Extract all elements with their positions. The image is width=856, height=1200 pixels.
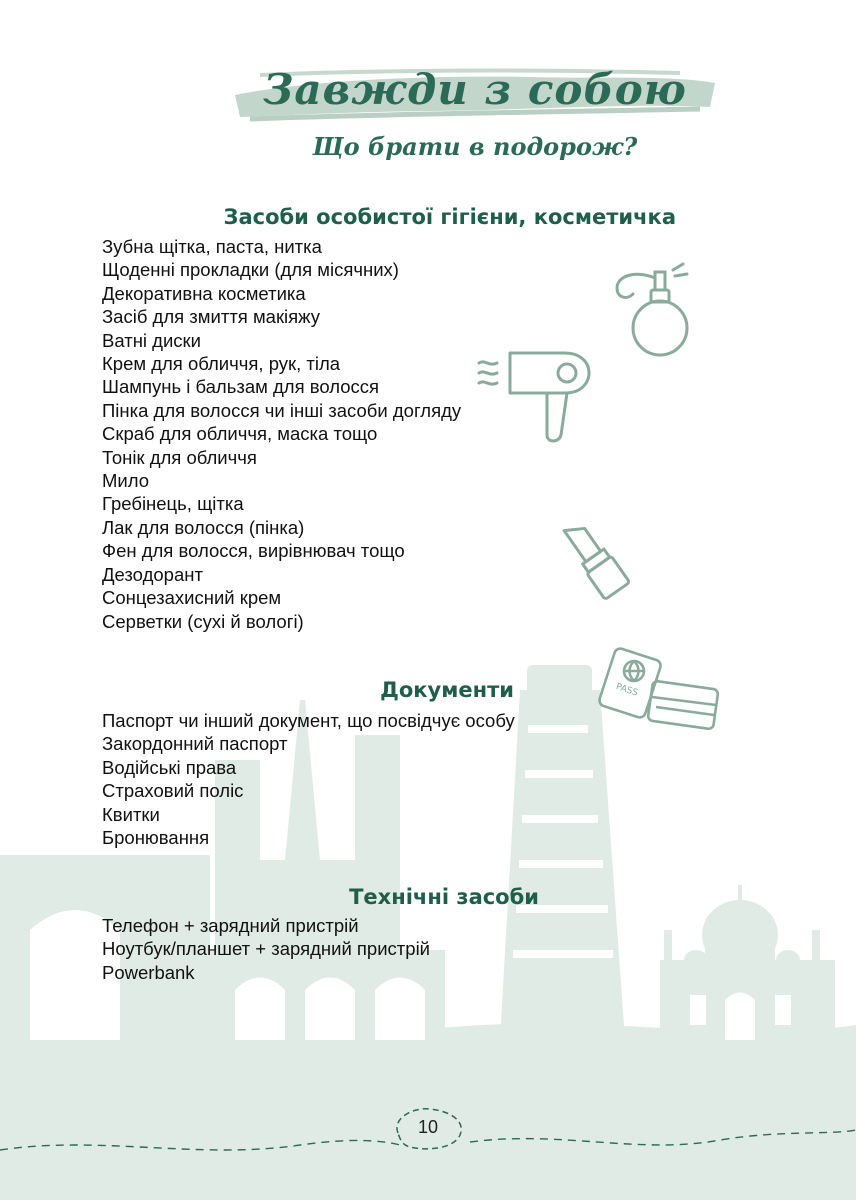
- list-item: Мило: [102, 470, 150, 492]
- section-title-hygiene: Засоби особистої гігієни, косметичка: [223, 205, 676, 229]
- list-item: Ноутбук/планшет + зарядний пристрій: [102, 938, 431, 960]
- passport-stamp-text: PASS: [614, 682, 639, 699]
- lipstick-icon: [558, 512, 633, 607]
- title-area: [230, 55, 720, 135]
- list-item: Пінка для волосся чи інші засоби догляду: [102, 399, 462, 421]
- list-item: Ватні диски: [102, 329, 201, 351]
- list-item: Фен для волосся, вирівнювач тощо: [102, 540, 405, 562]
- page-number-badge: [388, 1103, 468, 1153]
- list-item: Закордонний паспорт: [102, 733, 288, 755]
- list-item: Дезодорант: [102, 563, 203, 585]
- list-item: Бронювання: [102, 827, 210, 849]
- list-item: Гребінець, щітка: [102, 493, 244, 515]
- documents-list: [102, 709, 515, 849]
- section-title-documents: Документи: [380, 678, 514, 702]
- list-item: Квитки: [102, 803, 160, 825]
- list-item: Лак для волосся (пінка): [102, 516, 305, 538]
- list-item: Powerbank: [102, 961, 195, 983]
- list-item: Крем для обличчя, рук, тіла: [102, 353, 341, 375]
- list-item: Водійські права: [102, 756, 237, 778]
- perfume-bottle-icon: [605, 258, 700, 358]
- page-title: Завжди з собою: [263, 65, 687, 114]
- list-item: Шампунь і бальзам для волосся: [102, 376, 380, 398]
- list-item: Зубна щітка, паста, нитка: [102, 236, 322, 257]
- list-item: Тонік для обличчя: [102, 446, 257, 468]
- passport-card-icon: [598, 645, 723, 737]
- page-number: 10: [417, 1117, 439, 1137]
- hair-dryer-icon: [475, 345, 600, 450]
- list-item: Скраб для обличчя, маска тощо: [102, 423, 378, 445]
- list-item: Телефон + зарядний пристрій: [102, 915, 359, 936]
- list-item: Декоративна косметика: [102, 282, 306, 304]
- tech-list: [102, 914, 430, 984]
- hygiene-list: [102, 235, 461, 633]
- list-item: Серветки (сухі й вологі): [102, 610, 304, 632]
- list-item: Страховий поліс: [102, 780, 244, 802]
- list-item: Сонцезахисний крем: [102, 587, 282, 609]
- list-item: Щоденні прокладки (для місячних): [102, 259, 399, 281]
- page-subtitle: Що брати в подорож?: [312, 132, 638, 161]
- section-title-tech: Технічні засоби: [349, 885, 539, 909]
- list-item: Засіб для змиття макіяжу: [102, 306, 321, 328]
- list-item: Паспорт чи інший документ, що посвідчує особу: [102, 710, 515, 731]
